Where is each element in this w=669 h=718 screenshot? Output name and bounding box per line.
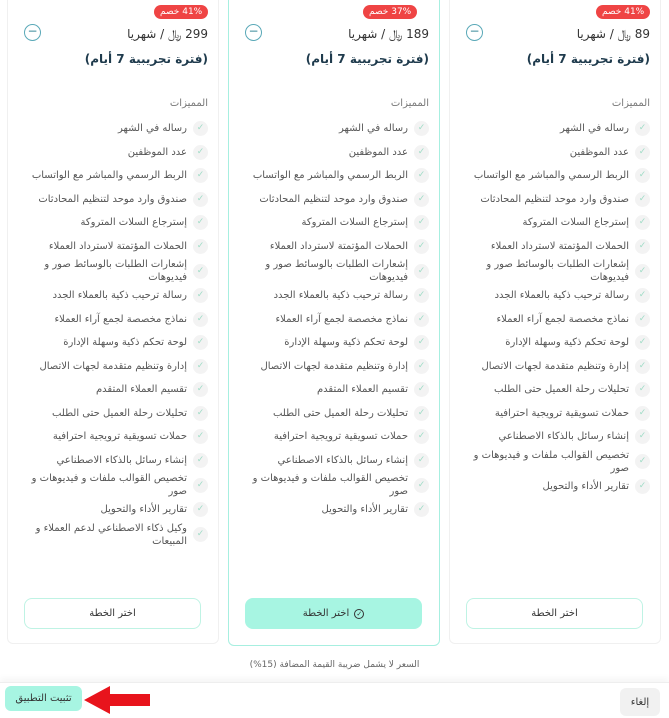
trial-label: (فترة تجريبية 7 أيام) <box>305 52 429 66</box>
check-icon: ✓ <box>635 264 650 279</box>
feature-item <box>239 284 429 308</box>
install-app-button[interactable]: تثبيت التطبيق <box>5 686 82 711</box>
feature-item <box>460 425 650 449</box>
check-icon: ✓ <box>193 453 208 468</box>
feature-item <box>239 258 429 284</box>
feature-label: الربط الرسمي والمباشر مع الواتساب <box>252 170 408 182</box>
check-icon: ✓ <box>635 406 650 421</box>
feature-item <box>239 188 429 212</box>
feature-item <box>460 284 650 308</box>
check-icon: ✓ <box>635 359 650 374</box>
feature-item <box>239 331 429 355</box>
feature-item <box>239 402 429 426</box>
check-icon: ✓ <box>193 382 208 397</box>
check-icon: ✓ <box>414 429 429 444</box>
check-icon: ✓ <box>635 479 650 494</box>
feature-item <box>239 355 429 379</box>
feature-label: تحليلات رحلة العميل حتى الطلب <box>51 407 187 419</box>
feature-label: تحليلات رحلة العميل حتى الطلب <box>272 407 408 419</box>
choose-plan-label: اختر الخطة <box>89 608 136 619</box>
feature-item <box>18 472 208 498</box>
discount-badge: 37% خصم <box>363 5 417 19</box>
feature-label: تحليلات رحلة العميل حتى الطلب <box>493 384 629 396</box>
feature-label: رساله في الشهر <box>559 123 629 135</box>
discount-badge: 41% خصم <box>154 5 208 19</box>
plan-price: 299 ﷼ / شهريا <box>127 27 208 41</box>
check-icon: ✓ <box>193 168 208 183</box>
choose-plan-label: اختر الخطة <box>531 608 578 619</box>
check-icon: ✓ <box>414 453 429 468</box>
feature-item <box>18 117 208 141</box>
feature-label: إدارة وتنظيم متقدمة لجهات الاتصال <box>39 360 187 372</box>
check-icon: ✓ <box>193 527 208 542</box>
choose-plan-button[interactable] <box>466 598 643 629</box>
check-icon: ✓ <box>193 406 208 421</box>
feature-label: صندوق وارد موحد لتنظيم المحادثات <box>38 193 187 205</box>
check-icon: ✓ <box>635 192 650 207</box>
feature-list <box>239 117 429 522</box>
feature-label: حملات تسويقية ترويجية احترافية <box>494 407 629 419</box>
feature-label: رسالة ترحيب ذكية بالعملاء الجدد <box>494 290 629 302</box>
feature-item <box>18 188 208 212</box>
check-icon: ✓ <box>193 121 208 136</box>
check-icon: ✓ <box>635 312 650 327</box>
plan-card <box>449 0 661 644</box>
feature-label: عدد الموظفين <box>569 146 629 158</box>
feature-item <box>18 402 208 426</box>
feature-item <box>239 378 429 402</box>
check-icon: ✓ <box>193 215 208 230</box>
feature-label: إشعارات الطلبات بالوسائط صور و فيديوهات <box>44 259 187 283</box>
check-icon: ✓ <box>193 359 208 374</box>
feature-item <box>460 117 650 141</box>
check-icon: ✓ <box>193 429 208 444</box>
red-arrow-annotation <box>84 686 150 714</box>
plan-price: 89 ﷼ / شهريا <box>576 27 650 41</box>
check-icon: ✓ <box>414 192 429 207</box>
features-title: المميزات <box>611 98 650 109</box>
check-icon: ✓ <box>414 335 429 350</box>
feature-label: رسالة ترحيب ذكية بالعملاء الجدد <box>273 290 408 302</box>
check-icon: ✓ <box>414 121 429 136</box>
feature-item <box>239 117 429 141</box>
feature-item <box>239 498 429 522</box>
collapse-icon[interactable]: − <box>24 24 41 41</box>
feature-label: نماذج مخصصة لجمع آراء العملاء <box>54 313 187 325</box>
feature-label: تقارير الأداء والتحويل <box>321 504 408 516</box>
feature-item <box>18 425 208 449</box>
check-icon: ✓ <box>414 406 429 421</box>
choose-plan-button[interactable] <box>24 598 201 629</box>
check-icon: ✓ <box>414 502 429 517</box>
feature-label: تخصيص القوالب ملفات و فيديوهات و صور <box>252 473 408 497</box>
features-title: المميزات <box>390 98 429 109</box>
check-icon: ✓ <box>193 502 208 517</box>
feature-list <box>460 117 650 498</box>
check-icon: ✓ <box>414 478 429 493</box>
feature-item <box>18 522 208 548</box>
feature-item <box>18 449 208 473</box>
feature-item <box>460 378 650 402</box>
features-title: المميزات <box>169 98 208 109</box>
feature-item <box>18 141 208 165</box>
check-icon: ✓ <box>193 288 208 303</box>
feature-item <box>239 472 429 498</box>
feature-item <box>239 308 429 332</box>
check-icon: ✓ <box>635 121 650 136</box>
feature-item <box>18 284 208 308</box>
feature-label: إسترجاع السلات المتروكة <box>522 217 629 229</box>
check-icon: ✓ <box>635 215 650 230</box>
feature-item <box>460 355 650 379</box>
feature-label: إنشاء رسائل بالذكاء الاصطناعي <box>277 454 408 466</box>
feature-label: إدارة وتنظيم متقدمة لجهات الاتصال <box>260 360 408 372</box>
feature-item <box>239 141 429 165</box>
check-icon: ✓ <box>414 312 429 327</box>
discount-badge: 41% خصم <box>596 5 650 19</box>
feature-item <box>18 355 208 379</box>
feature-label: حملات تسويقية ترويجية احترافية <box>273 431 408 443</box>
check-icon: ✓ <box>635 335 650 350</box>
check-icon: ✓ <box>635 168 650 183</box>
feature-label: تقسيم العملاء المتقدم <box>316 384 408 396</box>
feature-item <box>460 188 650 212</box>
trial-label: (فترة تجريبية 7 أيام) <box>526 52 650 66</box>
check-icon: ✓ <box>414 145 429 160</box>
feature-label: لوحة تحكم ذكية وسهلة الإدارة <box>284 337 408 349</box>
feature-label: رسالة ترحيب ذكية بالعملاء الجدد <box>52 290 187 302</box>
feature-item <box>239 211 429 235</box>
feature-label: إسترجاع السلات المتروكة <box>301 217 408 229</box>
check-icon: ✓ <box>414 239 429 254</box>
feature-label: صندوق وارد موحد لتنظيم المحادثات <box>259 193 408 205</box>
plans-container <box>7 0 662 646</box>
plan-card <box>7 0 219 644</box>
feature-item <box>460 402 650 426</box>
feature-label: إدارة وتنظيم متقدمة لجهات الاتصال <box>481 360 629 372</box>
check-icon: ✓ <box>414 288 429 303</box>
feature-label: حملات تسويقية ترويجية احترافية <box>52 431 187 443</box>
check-icon: ✓ <box>414 359 429 374</box>
feature-label: نماذج مخصصة لجمع آراء العملاء <box>275 313 408 325</box>
feature-label: إنشاء رسائل بالذكاء الاصطناعي <box>56 454 187 466</box>
plan-card <box>228 0 440 646</box>
feature-item <box>239 425 429 449</box>
feature-item <box>239 449 429 473</box>
feature-label: إشعارات الطلبات بالوسائط صور و فيديوهات <box>265 259 408 283</box>
feature-label: لوحة تحكم ذكية وسهلة الإدارة <box>63 337 187 349</box>
feature-label: تقارير الأداء والتحويل <box>100 504 187 516</box>
feature-item <box>460 308 650 332</box>
check-icon: ✓ <box>635 239 650 254</box>
feature-label: تقارير الأداء والتحويل <box>542 480 629 492</box>
feature-label: صندوق وارد موحد لتنظيم المحادثات <box>480 193 629 205</box>
feature-item <box>18 498 208 522</box>
check-icon: ✓ <box>193 192 208 207</box>
plan-price: 189 ﷼ / شهريا <box>348 27 429 41</box>
feature-item <box>18 235 208 259</box>
feature-label: لوحة تحكم ذكية وسهلة الإدارة <box>505 337 629 349</box>
check-icon: ✓ <box>193 264 208 279</box>
feature-item <box>460 449 650 475</box>
collapse-icon[interactable]: − <box>466 24 483 41</box>
feature-item <box>239 235 429 259</box>
feature-list <box>18 117 208 548</box>
feature-label: الحملات المؤتمتة لاسترداد العملاء <box>48 240 187 252</box>
cancel-button[interactable]: إلغاء <box>620 688 660 716</box>
choose-plan-button[interactable] <box>245 598 422 629</box>
feature-label: وكيل ذكاء الاصطناعي لدعم العملاء و المبيعات <box>35 522 187 547</box>
check-icon: ✓ <box>193 478 208 493</box>
feature-item <box>460 331 650 355</box>
feature-label: الحملات المؤتمتة لاسترداد العملاء <box>269 240 408 252</box>
check-icon: ✓ <box>414 168 429 183</box>
check-icon: ✓ <box>635 429 650 444</box>
collapse-icon[interactable]: − <box>245 24 262 41</box>
feature-item <box>18 258 208 284</box>
check-icon: ✓ <box>635 288 650 303</box>
feature-label: عدد الموظفين <box>127 146 187 158</box>
feature-label: الربط الرسمي والمباشر مع الواتساب <box>473 170 629 182</box>
feature-label: رساله في الشهر <box>117 123 187 135</box>
check-icon: ✓ <box>635 145 650 160</box>
feature-label: الربط الرسمي والمباشر مع الواتساب <box>31 170 187 182</box>
feature-label: تخصيص القوالب ملفات و فيديوهات و صور <box>31 473 187 497</box>
check-icon: ✓ <box>414 264 429 279</box>
feature-item <box>460 475 650 499</box>
feature-label: إسترجاع السلات المتروكة <box>80 217 187 229</box>
feature-item <box>460 141 650 165</box>
check-circle-icon: ✓ <box>354 609 364 619</box>
check-icon: ✓ <box>414 215 429 230</box>
feature-item <box>460 258 650 284</box>
check-icon: ✓ <box>193 335 208 350</box>
feature-label: تقسيم العملاء المتقدم <box>95 384 187 396</box>
feature-label: نماذج مخصصة لجمع آراء العملاء <box>496 313 629 325</box>
feature-item <box>18 378 208 402</box>
check-icon: ✓ <box>414 382 429 397</box>
feature-item <box>460 235 650 259</box>
vat-note: السعر لا يشمل ضريبة القيمة المضافة (15%) <box>249 660 420 670</box>
feature-item <box>18 211 208 235</box>
feature-label: إشعارات الطلبات بالوسائط صور و فيديوهات <box>486 259 629 283</box>
feature-item <box>18 331 208 355</box>
feature-label: عدد الموظفين <box>348 146 408 158</box>
trial-label: (فترة تجريبية 7 أيام) <box>84 52 208 66</box>
choose-plan-label: اختر الخطة <box>302 608 350 619</box>
feature-label: إنشاء رسائل بالذكاء الاصطناعي <box>498 431 629 443</box>
check-icon: ✓ <box>193 239 208 254</box>
check-icon: ✓ <box>193 312 208 327</box>
feature-item <box>460 164 650 188</box>
check-icon: ✓ <box>635 454 650 469</box>
feature-label: رساله في الشهر <box>338 123 408 135</box>
feature-item <box>18 164 208 188</box>
check-icon: ✓ <box>635 382 650 397</box>
feature-item <box>460 211 650 235</box>
feature-label: تخصيص القوالب ملفات و فيديوهات و صور <box>473 449 629 474</box>
feature-label: الحملات المؤتمتة لاسترداد العملاء <box>490 240 629 252</box>
check-icon: ✓ <box>193 145 208 160</box>
feature-item <box>239 164 429 188</box>
feature-item <box>18 308 208 332</box>
